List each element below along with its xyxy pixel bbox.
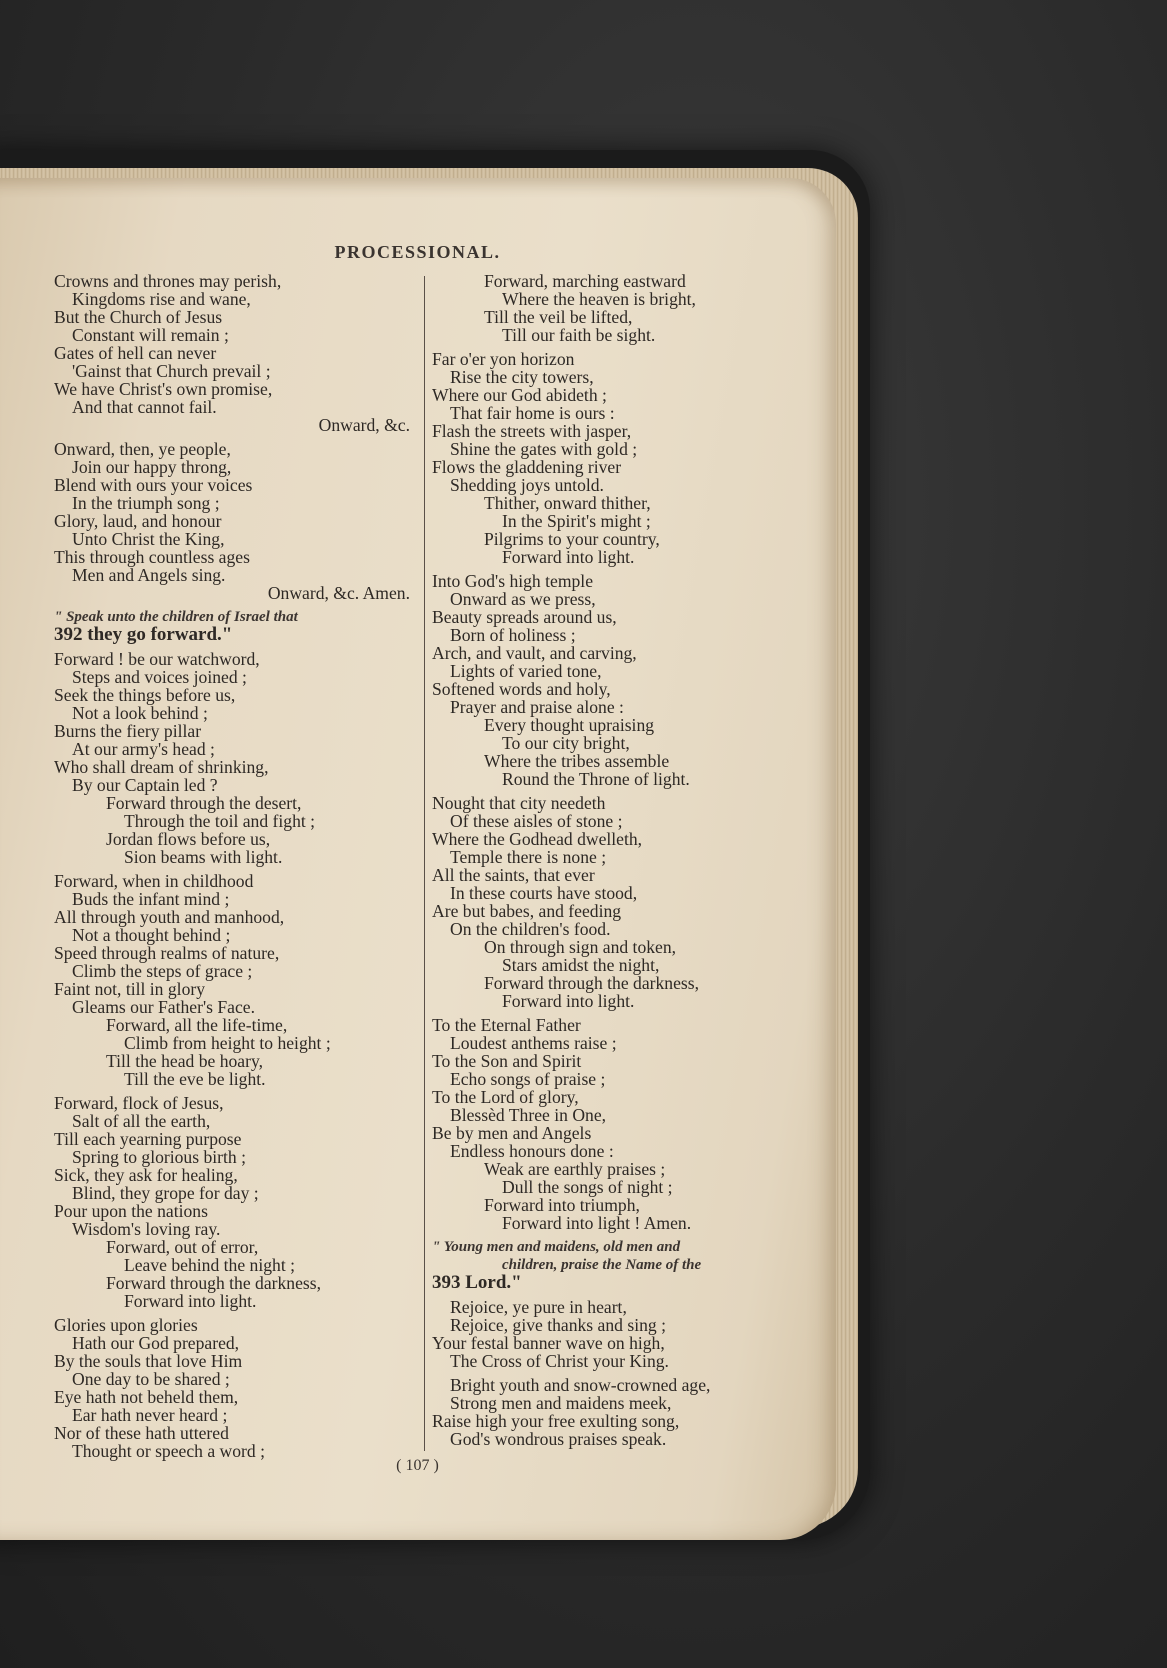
verse-line: Forward, marching eastward bbox=[484, 271, 686, 291]
verse-line: Men and Angels sing. bbox=[72, 565, 226, 585]
verse-line: Raise high your free exulting song, bbox=[432, 1411, 680, 1431]
verse-line: Till our faith be sight. bbox=[502, 325, 656, 345]
verse-line: Lights of varied tone, bbox=[450, 661, 602, 681]
verse-line: Forward through the darkness, bbox=[484, 973, 699, 993]
verse-line: Onward, then, ye people, bbox=[54, 439, 231, 459]
verse-line: Constant will remain ; bbox=[72, 325, 229, 345]
verse-line: Temple there is none ; bbox=[450, 847, 607, 867]
verse-line: Forward into light. bbox=[502, 547, 635, 567]
verse-line: Loudest anthems raise ; bbox=[450, 1033, 617, 1053]
verse-line: And that cannot fail. bbox=[72, 397, 217, 417]
verse-line: We have Christ's own promise, bbox=[54, 379, 273, 399]
verse-line: Buds the infant mind ; bbox=[72, 889, 230, 909]
verse-line: Softened words and holy, bbox=[432, 679, 611, 699]
verse-line: Till the eve be light. bbox=[124, 1069, 266, 1089]
verse-line: Sion beams with light. bbox=[124, 847, 283, 867]
verse-line: Onward, &c. Amen. bbox=[267, 583, 410, 603]
verse-line: God's wondrous praises speak. bbox=[450, 1429, 667, 1449]
verse-line: Rejoice, give thanks and sing ; bbox=[450, 1315, 666, 1335]
hymn-epigraph: " Young men and maidens, old men and bbox=[432, 1239, 681, 1255]
verse-line: Glory, laud, and honour bbox=[54, 511, 222, 531]
verse-line: Born of holiness ; bbox=[450, 625, 576, 645]
verse-line: But the Church of Jesus bbox=[54, 307, 223, 327]
verse-line: Where the Godhead dwelleth, bbox=[432, 829, 643, 849]
verse-line: Ear hath never heard ; bbox=[72, 1405, 228, 1425]
verse-line: Beauty spreads around us, bbox=[432, 607, 617, 627]
verse-line: Who shall dream of shrinking, bbox=[54, 757, 269, 777]
verse-line: Unto Christ the King, bbox=[72, 529, 225, 549]
verse-line: Burns the fiery pillar bbox=[54, 721, 202, 741]
verse-line: Forward into light ! Amen. bbox=[502, 1213, 692, 1233]
verse-line: Thither, onward thither, bbox=[484, 493, 651, 513]
verse-line: At our army's head ; bbox=[72, 739, 215, 759]
verse-line: Faint not, till in glory bbox=[54, 979, 206, 999]
verse-line: Jordan flows before us, bbox=[106, 829, 271, 849]
verse-line: Forward through the desert, bbox=[106, 793, 302, 813]
verse-line: Rejoice, ye pure in heart, bbox=[450, 1297, 627, 1317]
verse-line: Prayer and praise alone : bbox=[450, 697, 624, 717]
verse-line: Wisdom's loving ray. bbox=[72, 1219, 221, 1239]
verse-line: In the Spirit's might ; bbox=[502, 511, 651, 531]
verse-line: Sick, they ask for healing, bbox=[54, 1165, 238, 1185]
verse-line: Forward into light. bbox=[502, 991, 635, 1011]
verse-line: To the Lord of glory, bbox=[432, 1087, 579, 1107]
verse-line: Into God's high temple bbox=[432, 571, 594, 591]
verse-line: Far o'er yon horizon bbox=[432, 349, 575, 369]
verse-line: Gleams our Father's Face. bbox=[72, 997, 255, 1017]
verse-line: On the children's food. bbox=[450, 919, 611, 939]
verse-line: Spring to glorious birth ; bbox=[72, 1147, 246, 1167]
verse-line: Weak are earthly praises ; bbox=[484, 1159, 666, 1179]
verse-line: Echo songs of praise ; bbox=[450, 1069, 606, 1089]
verse-line: Not a thought behind ; bbox=[72, 925, 231, 945]
verse-line: Not a look behind ; bbox=[72, 703, 208, 723]
verse-line: Forward, flock of Jesus, bbox=[54, 1093, 224, 1113]
verse-line: In the triumph song ; bbox=[72, 493, 220, 513]
verse-line: Are but babes, and feeding bbox=[432, 901, 622, 921]
verse-line: Your festal banner wave on high, bbox=[432, 1333, 665, 1353]
hymn-number: 393 Lord." bbox=[432, 1272, 522, 1293]
verse-line: Steps and voices joined ; bbox=[72, 667, 247, 687]
verse-line: Join our happy throng, bbox=[72, 457, 232, 477]
verse-line: Crowns and thrones may perish, bbox=[54, 271, 282, 291]
verse-line: Pour upon the nations bbox=[54, 1201, 208, 1221]
verse-line: Speed through realms of nature, bbox=[54, 943, 280, 963]
verse-line: Bright youth and snow-crowned age, bbox=[450, 1375, 711, 1395]
verse-line: Be by men and Angels bbox=[432, 1123, 592, 1143]
verse-line: Kingdoms rise and wane, bbox=[72, 289, 251, 309]
hymn-epigraph: children, praise the Name of the bbox=[502, 1257, 702, 1273]
verse-line: Every thought upraising bbox=[484, 715, 655, 735]
verse-line: Pilgrims to your country, bbox=[484, 529, 660, 549]
verse-line: Hath our God prepared, bbox=[72, 1333, 240, 1353]
verse-line: By the souls that love Him bbox=[54, 1351, 243, 1371]
verse-line: Till the veil be lifted, bbox=[484, 307, 633, 327]
verse-line: Rise the city towers, bbox=[450, 367, 594, 387]
page-header: PROCESSIONAL. bbox=[334, 242, 501, 262]
verse-line: Where our God abideth ; bbox=[432, 385, 607, 405]
verse-line: Forward, out of error, bbox=[106, 1237, 259, 1257]
verse-line: Glories upon glories bbox=[54, 1315, 198, 1335]
verse-line: Endless honours done : bbox=[450, 1141, 614, 1161]
verse-line: To the Son and Spirit bbox=[432, 1051, 582, 1071]
verse-line: Onward as we press, bbox=[450, 589, 596, 609]
verse-line: Stars amidst the night, bbox=[502, 955, 660, 975]
verse-line: Forward, when in childhood bbox=[54, 871, 254, 891]
verse-line: Nought that city needeth bbox=[432, 793, 606, 813]
verse-line: Forward, all the life-time, bbox=[106, 1015, 288, 1035]
verse-line: That fair home is ours : bbox=[450, 403, 615, 423]
verse-line: On through sign and token, bbox=[484, 937, 677, 957]
verse-line: Forward into triumph, bbox=[484, 1195, 640, 1215]
verse-line: Salt of all the earth, bbox=[72, 1111, 211, 1131]
verse-line: To the Eternal Father bbox=[432, 1015, 581, 1035]
verse-line: In these courts have stood, bbox=[450, 883, 638, 903]
verse-line: By our Captain led ? bbox=[72, 775, 218, 795]
verse-line: Through the toil and fight ; bbox=[124, 811, 316, 831]
verse-line: Climb the steps of grace ; bbox=[72, 961, 253, 981]
verse-line: Shine the gates with gold ; bbox=[450, 439, 638, 459]
verse-line: Forward ! be our watchword, bbox=[54, 649, 260, 669]
verse-line: Climb from height to height ; bbox=[124, 1033, 331, 1053]
hymn-epigraph: " Speak unto the children of Israel that bbox=[54, 609, 298, 625]
verse-line: Seek the things before us, bbox=[54, 685, 236, 705]
verse-line: All through youth and manhood, bbox=[54, 907, 285, 927]
verse-line: Of these aisles of stone ; bbox=[450, 811, 623, 831]
verse-line: Forward into light. bbox=[124, 1291, 257, 1311]
column-divider bbox=[424, 276, 425, 1451]
verse-line: Where the tribes assemble bbox=[484, 751, 670, 771]
verse-line: Strong men and maidens meek, bbox=[450, 1393, 672, 1413]
verse-line: Eye hath not beheld them, bbox=[54, 1387, 239, 1407]
page-number: ( 107 ) bbox=[396, 1457, 439, 1474]
verse-line: Round the Throne of light. bbox=[502, 769, 690, 789]
verse-line: All the saints, that ever bbox=[432, 865, 595, 885]
verse-line: Onward, &c. bbox=[318, 415, 410, 435]
verse-line: Blind, they grope for day ; bbox=[72, 1183, 259, 1203]
verse-line: Arch, and vault, and carving, bbox=[432, 643, 637, 663]
verse-line: Till each yearning purpose bbox=[54, 1129, 242, 1149]
verse-line: Blend with ours your voices bbox=[54, 475, 253, 495]
verse-line: 'Gainst that Church prevail ; bbox=[72, 361, 271, 381]
verse-line: Leave behind the night ; bbox=[124, 1255, 295, 1275]
verse-line: To our city bright, bbox=[502, 733, 630, 753]
verse-line: Shedding joys untold. bbox=[450, 475, 604, 495]
verse-line: Gates of hell can never bbox=[54, 343, 217, 363]
verse-line: The Cross of Christ your King. bbox=[450, 1351, 669, 1371]
right-column bbox=[432, 272, 802, 1448]
verse-line: Where the heaven is bright, bbox=[502, 289, 696, 309]
verse-line: Thought or speech a word ; bbox=[72, 1441, 265, 1461]
hymn-number: 392 they go forward." bbox=[54, 624, 233, 645]
verse-line: Nor of these hath uttered bbox=[54, 1423, 229, 1443]
verse-line: Till the head be hoary, bbox=[106, 1051, 264, 1071]
verse-line: Forward through the darkness, bbox=[106, 1273, 321, 1293]
verse-line: One day to be shared ; bbox=[72, 1369, 230, 1389]
left-column bbox=[54, 272, 416, 1460]
verse-line: Dull the songs of night ; bbox=[502, 1177, 673, 1197]
verse-line: This through countless ages bbox=[54, 547, 250, 567]
verse-line: Blessèd Three in One, bbox=[450, 1105, 607, 1125]
verse-line: Flash the streets with jasper, bbox=[432, 421, 632, 441]
verse-line: Flows the gladdening river bbox=[432, 457, 622, 477]
